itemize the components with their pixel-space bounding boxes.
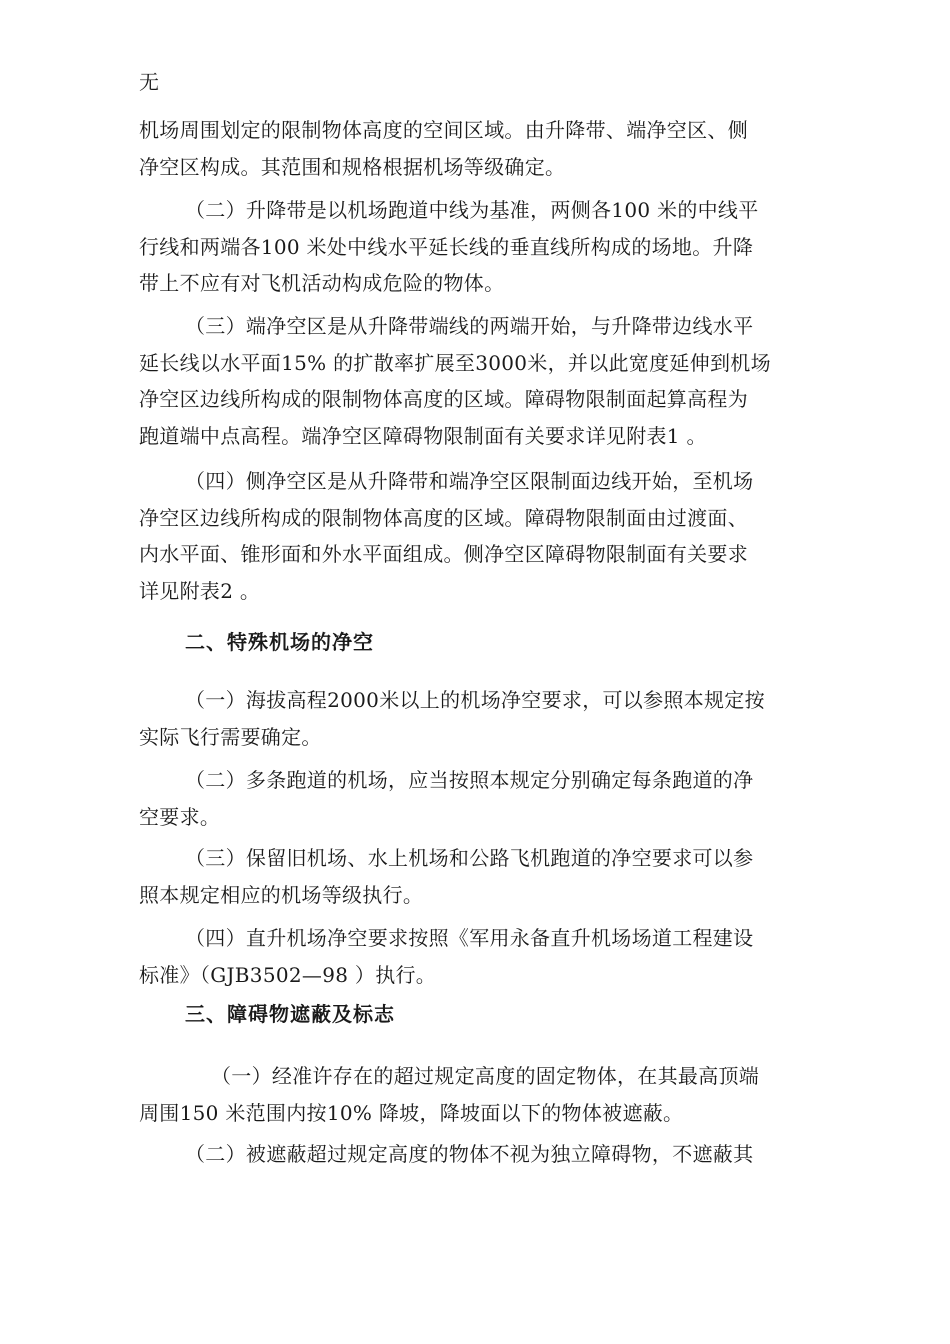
paragraph-shielding-rule — [139, 1058, 819, 1131]
paragraph-shielded-objects — [139, 1136, 819, 1173]
paragraph-multiple-runways — [139, 762, 819, 835]
paragraph-airport-clearance-definition — [139, 112, 819, 185]
text-line: 延长线以水平面15% 的扩散率扩展至3000米，并以此宽度延伸到机场 — [139, 350, 771, 375]
text-line: （三）端净空区是从升降带端线的两端开始，与升降带边线水平 — [185, 314, 754, 338]
text-line: 空要求。 — [139, 804, 221, 829]
top-character: 无 — [139, 70, 160, 94]
text-line: 净空区边线所构成的限制物体高度的区域。障碍物限制面起算高程为 — [139, 387, 748, 411]
text-line: （二）多条跑道的机场，应当按照本规定分别确定每条跑道的净 — [185, 768, 754, 792]
text-line: 标准》（GJB3502—98 ）执行。 — [139, 962, 437, 987]
text-line: 详见附表2 。 — [139, 578, 261, 603]
text-line: （二）升降带是以机场跑道中线为基准，两侧各100 米的中线平 — [185, 198, 759, 222]
paragraph-runway-strip — [139, 192, 819, 302]
text-line: 跑道端中点高程。端净空区障碍物限制面有关要求详见附表1 。 — [139, 423, 707, 448]
paragraph-end-clearance-zone — [139, 308, 819, 454]
text-line: 内水平面、锥形面和外水平面组成。侧净空区障碍物限制面有关要求 — [139, 542, 748, 566]
section-heading-obstacle-shielding: 三、障碍物遮蔽及标志 — [185, 1002, 395, 1026]
text-line: （三）保留旧机场、水上机场和公路飞机跑道的净空要求可以参 — [185, 846, 754, 870]
section-heading-special-airports: 二、特殊机场的净空 — [185, 630, 374, 654]
text-line: 带上不应有对飞机活动构成危险的物体。 — [139, 271, 505, 295]
text-line: 周围150 米范围内按10% 降坡，降坡面以下的物体被遮蔽。 — [139, 1100, 684, 1125]
text-line: 净空区边线所构成的限制物体高度的区域。障碍物限制面由过渡面、 — [139, 505, 748, 530]
text-line: （二）被遮蔽超过规定高度的物体不视为独立障碍物，不遮蔽其 — [185, 1142, 754, 1166]
paragraph-heliports — [139, 920, 819, 993]
paragraph-side-clearance-zone — [139, 463, 819, 609]
text-line: （四）侧净空区是从升降带和端净空区限制面边线开始，至机场 — [185, 469, 754, 493]
text-line: 实际飞行需要确定。 — [139, 724, 322, 749]
text-line: （一）海拔高程2000米以上的机场净空要求，可以参照本规定按 — [185, 688, 765, 712]
text-line: 机场周围划定的限制物体高度的空间区域。由升降带、端净空区、侧 — [139, 118, 748, 142]
text-line: 行线和两端各100 米处中线水平延长线的垂直线所构成的场地。升降 — [139, 234, 754, 259]
paragraph-old-water-road-airports — [139, 840, 819, 913]
text-line: 净空区构成。其范围和规格根据机场等级确定。 — [139, 154, 566, 179]
paragraph-high-altitude — [139, 682, 819, 755]
text-line: （四）直升机场净空要求按照《军用永备直升机场场道工程建设 — [185, 926, 754, 950]
text-line: 照本规定相应的机场等级执行。 — [139, 882, 424, 907]
text-line: （一）经准许存在的超过规定高度的固定物体，在其最高顶端 — [211, 1064, 760, 1088]
